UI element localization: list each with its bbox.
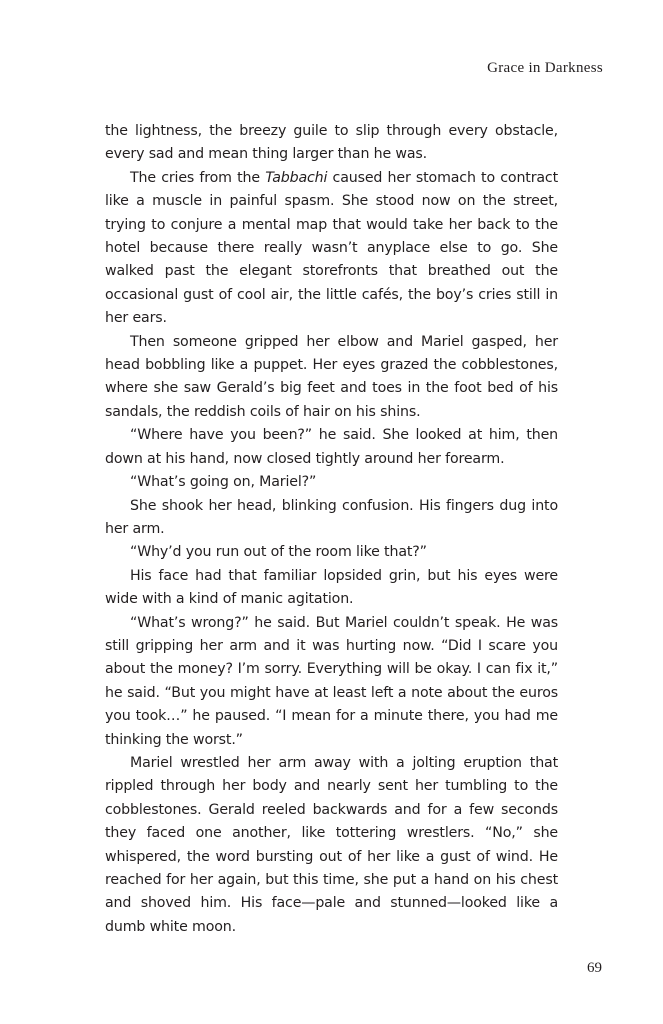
paragraph (105, 331, 558, 425)
text-run: Then someone gripped her elbow and Mariel gasped, her head bobbling like a puppet. Her eyes grazed the cobblestones, where she saw Gerald’s big feet and toes in the foot bed of his sandals, the reddish coils of hair on his shins. (105, 333, 558, 420)
paragraph (105, 541, 558, 564)
paragraph (105, 424, 558, 471)
paragraph (105, 167, 558, 331)
paragraph (105, 495, 558, 542)
text-run: “What’s going on, Mariel?” (130, 474, 317, 491)
text-run: “Why’d you run out of the room like that?” (130, 544, 427, 561)
running-head: Grace in Darkness (487, 60, 603, 76)
text-run: She shook her head, blinking confusion. His fingers dug into her arm. (105, 497, 558, 537)
text-run: caused her stomach to contract like a muscle in painful spasm. She stood now on the street, trying to conjure a mental map that would take her back to the hotel because there really wasn’t anyplace else to go. She walked past the elegant storefronts that breathed out the occasional gust of cool air, the little cafés, the boy’s cries still in her ears. (105, 169, 558, 327)
text-run: the lightness, the breezy guile to slip through every obstacle, every sad and mean thing larger than he was. (105, 123, 558, 163)
text-run: “What’s wrong?” he said. But Mariel couldn’t speak. He was still gripping her arm and it was hurting now. “Did I scare you about the money? I’m sorry. Everything will be okay. I can fix it,” he said. “But you might have at least left a note about the euros you took…” he paused. “I mean for a minute there, you had me thinking the worst.” (105, 614, 558, 748)
body-text (105, 120, 558, 939)
paragraph (105, 471, 558, 494)
paragraph (105, 752, 558, 939)
text-run: The cries from the (130, 169, 266, 186)
paragraph (105, 120, 558, 167)
text-run: His face had that familiar lopsided grin, but his eyes were wide with a kind of manic agitation. (105, 567, 558, 608)
page-number: 69 (587, 960, 602, 976)
text-run: “Where have you been?” he said. She looked at him, then down at his hand, now closed tightly around her forearm. (105, 427, 558, 467)
paragraph (105, 612, 558, 752)
italic-text: Tabbachi (265, 169, 328, 186)
paragraph (105, 565, 558, 612)
text-run: Mariel wrestled her arm away with a jolting eruption that rippled through her body and nearly sent her tumbling to the cobblestones. Gerald reeled backwards and for a few seconds they faced one another, like tottering wrestlers. “No,” she whispered, the word bursting out of her like a gust of wind. He reached for her again, but this time, she put a hand on his chest and shoved him. His face—pale and stunned—looked like a dumb white moon. (105, 754, 558, 935)
